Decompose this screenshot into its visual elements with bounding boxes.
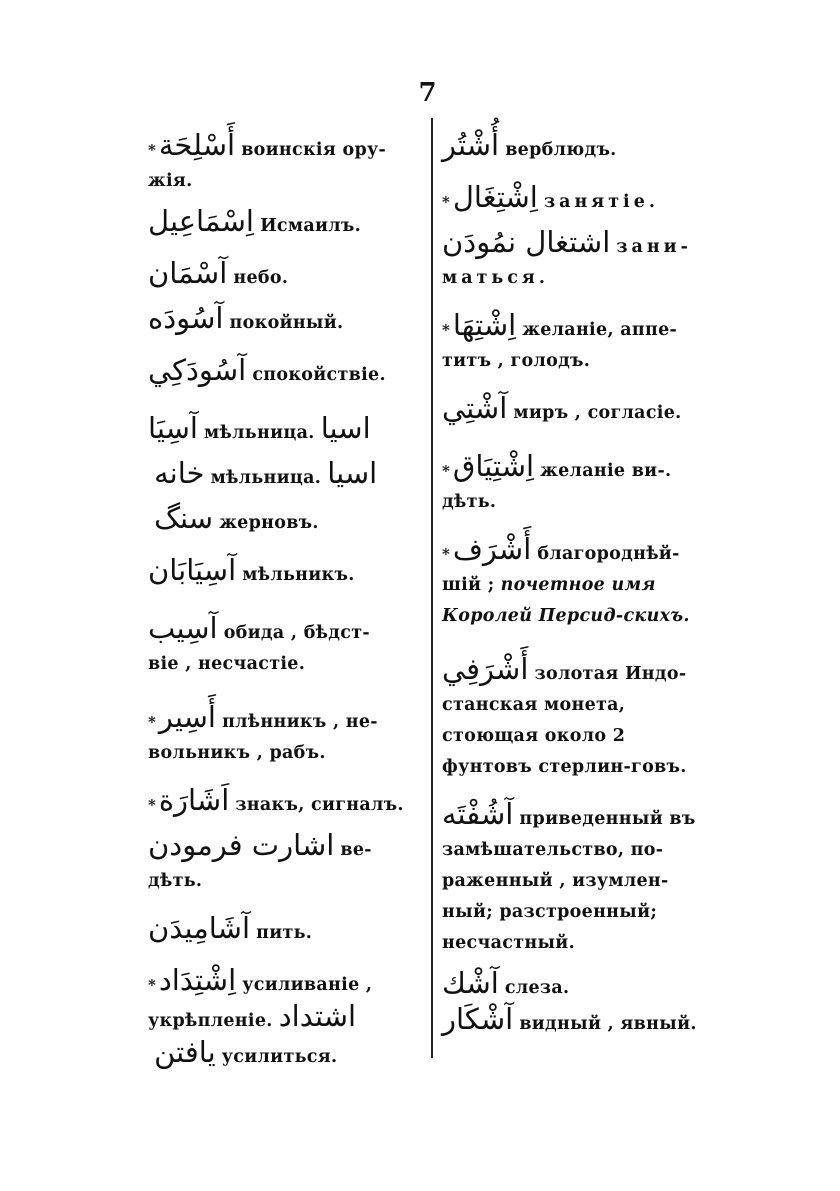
dictionary-entry	[442, 534, 710, 632]
dictionary-entry	[148, 702, 424, 769]
entry-definition: мѣльникъ.	[242, 565, 355, 585]
entry-star: *	[442, 321, 450, 339]
entry-continuation: дѣть.	[442, 492, 497, 512]
dictionary-entry	[148, 206, 424, 242]
dictionary-entry	[442, 451, 710, 518]
entry-continuation: станская монета, стоющая около 2 фунтовъ стерлин-говъ.	[442, 695, 687, 777]
arabic-headword: اِشْتِيَاق	[452, 449, 535, 483]
arabic-headword: آسْمَان	[148, 256, 228, 290]
entry-definition: спокойствіе.	[252, 365, 386, 385]
left-column	[148, 130, 424, 1073]
page-number: 7	[418, 78, 437, 108]
dictionary-entry	[148, 965, 424, 1037]
dictionary-entry	[442, 393, 710, 429]
arabic-headword: اِشْتِهَا	[452, 308, 517, 342]
right-column	[442, 130, 710, 1040]
entry-definition: воинскія ору-	[241, 140, 387, 160]
entry-star: *	[148, 976, 156, 994]
entry-definition: золотая Индо-	[534, 664, 687, 684]
entry-continuation: замѣшательство, по-раженный , изумлен-ный; разстроенный; несчастный.	[442, 840, 669, 953]
entry-star: *	[148, 141, 156, 159]
entry-star: *	[442, 193, 450, 211]
arabic-headword: اِشْتِدَاد	[158, 963, 237, 997]
entry-definition: желаніе, аппе-	[522, 320, 678, 340]
dictionary-entry	[148, 130, 424, 197]
entry-continuation: маться.	[442, 268, 549, 288]
entry-continuation: шій ;	[442, 575, 495, 595]
arabic-headword: آسُودَه	[148, 301, 224, 335]
arabic-headword: آشَامِيدَن	[148, 911, 250, 945]
entry-continuation: дѣть.	[148, 871, 203, 891]
entry-definition: небо.	[233, 268, 289, 288]
entry-definition: слеза.	[504, 978, 570, 998]
dictionary-entry	[442, 182, 710, 218]
dictionary-entry	[148, 355, 424, 391]
dictionary-entry	[148, 303, 424, 339]
dictionary-entry	[148, 1037, 424, 1073]
dictionary-entry	[148, 258, 424, 294]
dictionary-entry	[148, 913, 424, 949]
entry-definition: усилиться.	[221, 1047, 338, 1067]
entry-definition: пить.	[256, 923, 313, 943]
dictionary-entry	[148, 613, 424, 680]
entry-star: *	[442, 462, 450, 480]
entry-definition: знакъ, сигналъ.	[235, 795, 404, 815]
entry-definition: мѣльница.	[204, 423, 315, 443]
entry-definition: зани-	[616, 237, 692, 257]
entry-definition: приведенный въ	[519, 809, 696, 829]
arabic-headword: آشْك	[442, 966, 499, 1000]
arabic-headword: آشْكَار	[442, 1002, 514, 1036]
arabic-headword: خانه	[154, 456, 205, 490]
entry-continuation: жія.	[148, 171, 193, 191]
arabic-headword: أَشْرَف	[452, 532, 532, 566]
entry-definition: ве-	[340, 840, 372, 860]
arabic-compound: اسيا	[320, 411, 371, 445]
arabic-headword: أَسْلِحَة	[158, 128, 236, 162]
dictionary-entry	[148, 555, 424, 591]
arabic-headword: اَشَارَة	[158, 783, 230, 817]
entry-definition: верблюдъ.	[505, 140, 617, 160]
entry-continuation: вольникъ , рабъ.	[148, 743, 326, 763]
dictionary-entry	[442, 799, 710, 959]
arabic-headword: اِسْمَاعِيل	[148, 204, 254, 238]
entry-definition: жерновъ.	[219, 513, 319, 533]
entry-continuation: віе , несчастіе.	[148, 654, 306, 674]
arabic-headword: اشتغال نمُودَن	[442, 225, 611, 259]
arabic-headword: آسِيَابَان	[148, 553, 237, 587]
entry-italic-note: почетное имя Королей Персид-скихъ.	[442, 575, 690, 626]
arabic-headword: آسُودَكِي	[148, 353, 247, 387]
arabic-headword: اِشْتِغَال	[452, 180, 538, 214]
column-divider	[431, 118, 433, 1058]
arabic-headword: اشارت فرمودن	[148, 828, 335, 862]
dictionary-entry	[148, 458, 424, 494]
arabic-compound: اشتداد	[278, 999, 357, 1033]
arabic-headword: آسِيَا	[148, 411, 198, 445]
arabic-headword: أَشْرَفِي	[442, 652, 529, 686]
entry-definition: обида , бѣдст-	[223, 623, 370, 643]
arabic-headword: سنگ	[154, 501, 214, 535]
dictionary-entry	[442, 227, 710, 294]
dictionary-entry	[442, 1004, 710, 1040]
entry-definition: мѣльница.	[210, 468, 322, 488]
entry-star: *	[148, 713, 156, 731]
entry-star: *	[148, 796, 156, 814]
dictionary-entry	[148, 503, 424, 539]
entry-continuation: укрѣпленіе.	[148, 1011, 273, 1031]
arabic-headword: يافتن	[154, 1035, 216, 1069]
dictionary-entry	[442, 968, 710, 1004]
entry-definition: желаніе ви-.	[540, 461, 672, 481]
entry-definition: миръ , согласіе.	[513, 403, 682, 423]
entry-definition: покойный.	[229, 313, 344, 333]
dictionary-entry	[442, 130, 710, 166]
entry-definition: плѣнникъ , не-	[222, 712, 378, 732]
entry-definition: видный , явный.	[519, 1014, 697, 1034]
entry-definition: Исмаилъ.	[260, 216, 362, 236]
arabic-headword: آشْتِي	[442, 391, 508, 425]
dictionary-entry	[442, 654, 710, 783]
arabic-headword: أَسِير	[158, 700, 216, 734]
entry-continuation: титъ , голодъ.	[442, 351, 591, 371]
entry-definition: усиливаніе ,	[242, 975, 373, 995]
arabic-headword: آسِيب	[148, 611, 218, 645]
dictionary-entry	[148, 830, 424, 897]
entry-definition: занятіе.	[543, 192, 659, 212]
arabic-headword: آشُفْتَه	[442, 797, 514, 831]
dictionary-entry	[148, 785, 424, 821]
entry-star: *	[442, 545, 450, 563]
arabic-headword: أُشْتُر	[442, 128, 500, 162]
arabic-compound: اسيا	[327, 456, 378, 490]
dictionary-entry	[442, 310, 710, 377]
dictionary-entry	[148, 413, 424, 449]
entry-definition: благороднѣй-	[537, 544, 680, 564]
